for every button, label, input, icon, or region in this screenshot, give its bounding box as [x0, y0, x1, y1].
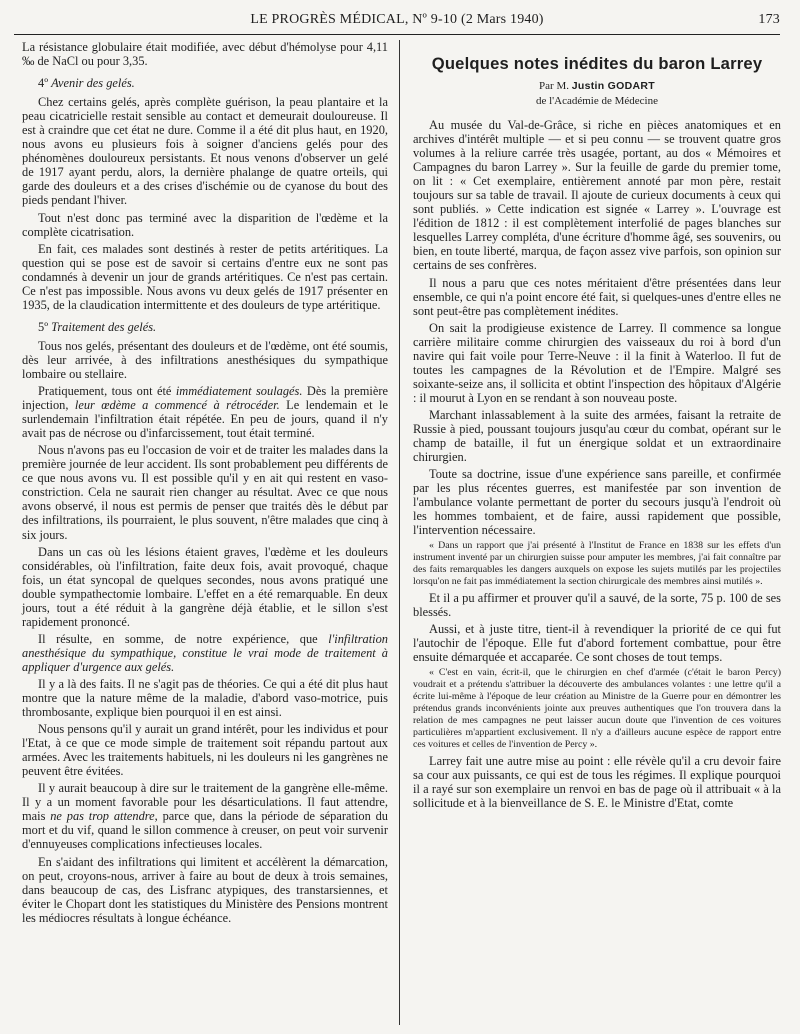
author-name: Justin GODART: [571, 80, 655, 92]
journal-title: LE PROGRÈS MÉDICAL, Nº 9-10 (2 Mars 1940): [250, 12, 544, 27]
left-column: [22, 40, 388, 928]
paragraph: Tous nos gelés, présentant des douleurs et de l'œdème, ont été soumis, dès leur arrivée, à des infiltrations anesthésiques du sympathique lombaire ou stellaire.: [22, 338, 388, 381]
paragraph: En s'aidant des infiltrations qui limitent et accélèrent la démarcation, on peut, croyons-nous, arriver à faire au bout de deux à trois semaines, dans beaucoup de cas, des Lisfranc atypiques, des transtarsiennes, et éviter le Chopart dont les statistiques du Ministère des Pensions montrent les médiocres résultats à longue échéance.: [22, 854, 388, 925]
emphasis: ne pas trop attendre: [50, 809, 155, 824]
paragraph: La résistance globulaire était modifiée, avec début d'hémolyse pour 4,11 ‰ de NaCl ou pour 3,35.: [22, 40, 388, 69]
paragraph: Marchant inlassablement à la suite des armées, faisant la retraite de Russie à pied, poussant toujours jusqu'au cœur du combat, opérant sur le champ de bataille, il fut un énergique soldat et un extraordinaire chirurgien.: [413, 407, 781, 465]
emphasis: leur œdème a commencé à rétrocéder.: [74, 398, 280, 413]
paragraph: En fait, ces malades sont destinés à rester de petits artéritiques. La question qui se pose est de savoir si certains d'entre eux ne sont pas condamnés à devenir un jour de grands artéritiques. Ce n'est pas certain. Ce n'est pas impossible. Nous avons vu deux gelés de 1917 présenter en 1935, de la claudication intermittente et des douleurs de type artéritique.: [22, 241, 388, 312]
page-number: 173: [758, 12, 780, 27]
paragraph: On sait la prodigieuse existence de Larrey. Il commence sa longue carrière militaire comme chirurgien des vaisseaux du roi à bord d'un navire qui fait voile pour Terre-Neuve : il la finit à Waterloo. Il fut de toutes les campagnes de la Révolution et de l'Empire. Malgré ses soixante-seize ans, il sollicita et obtint l'inspection des hôpitaux d'Algérie : il mourut à Lyon en se rendant à son nouveau poste.: [413, 320, 781, 405]
text-run: , parce que, dans la période de séparation du mort et du vif, quand le sillon commence à creuser, on peut voir survenir d'ennuyeuses complications infectieuses locales.: [22, 809, 388, 852]
quoted-note: « C'est en vain, écrit-il, que le chirurgien en chef d'armée (c'était le baron Percy) voudrait et a prétendu s'attribuer la découverte des ambulances volantes : une lettre qu'il a écrite lui-même à l'époque de leur création au Ministre de la Guerre pour en démontrer les prétendus grands inconvénients jointe aux preuves authentiques que l'on trouvera dans la relation de mes campagnes ne peut laisser aucun doute que l'invention de ces voitures particulières m'appartient exclusivement. Il n'y a d'ailleurs aucune espèce de rapport entre ces voitures et celles de l'invention de Percy ».: [413, 667, 781, 750]
section-title: Avenir des gelés.: [51, 76, 135, 91]
page-header: [14, 12, 780, 34]
paragraph: Au musée du Val-de-Grâce, si riche en pièces anatomiques et en archives d'intérêt multiple — et si peu connu — se trouvent quatre gros volumes à la reliure carrée très usagée, portant, au dos « Mémoires et Campagnes du baron Larrey ». Sur la feuille de garde du premier tome, on lit : « Cet exemplaire, entièrement annoté par mon père, restait toujours sur sa table de travail. Il ajoute de curieux documents à ceux qui sont publiés. » Cette indication est signée « Larrey ». L'ouvrage est l'édition de 1812 : il est complètement interfolié de pages blanches sur lesquelles Larrey compléta, d'une écriture d'homme âgé, ses souvenirs, ou bien, en toute liberté, marqua, de façon assez vive parfois, son opinion sur certains de ses confrères.: [413, 118, 781, 273]
column-divider: [399, 40, 400, 1025]
article-title: Quelques notes inédites du baron Larrey: [431, 54, 763, 73]
paragraph: [22, 384, 388, 440]
section-heading: [22, 76, 388, 90]
header-rule: [14, 34, 780, 35]
emphasis: l'infiltration anesthésique du sympathique, constitue le vrai mode de traitement à appliquer d'urgence aux gelés.: [22, 631, 388, 674]
paragraph: Dans un cas où les lésions étaient graves, l'œdème et les douleurs considérables, où l'infiltration, faite deux fois, avait provoqué, chaque fois, un état syncopal de quelques secondes, nous avons pratiqué une double sympathectomie lombaire. L'effet en a été remarquable. En deux jours, tout a été réduit à la gangrène déjà établie, et le sillon s'est rapidement prononcé.: [22, 544, 388, 629]
right-column: [413, 40, 781, 813]
text-run: Dès la première injection,: [22, 384, 388, 413]
paragraph: Tout n'est donc pas terminé avec la disparition de l'œdème et la complète cicatrisation.: [22, 210, 388, 239]
byline: [413, 80, 781, 93]
paragraph: Toute sa doctrine, issue d'une expérience sans pareille, et confirmée par les plus récentes guerres, est manifestée par son invention de l'ambulance volante permettant de porter du secours jusqu'à l'endroit où les hommes tombaient, et de faire, aussi rapidement que possible, l'intervention nécessaire.: [413, 467, 781, 538]
emphasis: immédiatement soulagés.: [175, 384, 303, 399]
quoted-note: « Dans un rapport que j'ai présenté à l'Institut de France en 1838 sur les effets d'un instrument inventé par un chirurgien suisse pour amputer les membres, j'ai fait connaître par des faits remarquables les dangers auxquels on expose les sujets mutilés par les projectiles lorsqu'on ne fait pas immédiatement la section chirurgicale des membres ainsi mutilés ».: [413, 540, 781, 588]
paragraph: [22, 781, 388, 851]
paragraph: Larrey fait une autre mise au point : elle révèle qu'il a cru devoir faire sa cour aux puissants, ce qui est de tous les régimes. Il explique pourquoi il a rayé sur son exemplaire un renvoi en bas de page où il attribuait « à la sollicitude et à la bienveillance de S. E. le Ministre d'Etat, comte: [413, 753, 781, 810]
paragraph: Il y a là des faits. Il ne s'agit pas de théories. Ce qui a été dit plus haut montre que la nature même de la maladie, d'abord vaso-motrice, puis thrombosante, explique bien pourquoi il en est ainsi.: [22, 676, 388, 720]
section-heading: [22, 320, 388, 334]
paragraph: Chez certains gelés, après complète guérison, la peau plantaire et la peau cicatricielle restait sensible au contact et demeurait douloureuse. Il est à craindre que cet état ne dure. Comme il a été dit plus haut, en 1920, nous avons eu plusieurs fois à soigner d'anciens gelés pour des phénomènes douloureux persistants. Et nous venons d'observer un gelé de 1917 ayant perdu, alors, la dernière phalange de quatre orteils, qui garde des douleurs et a des crises d'ischémie ou de cyanose du bout des pieds pendant l'hiver.: [22, 95, 388, 208]
author-affiliation: de l'Académie de Médecine: [535, 95, 658, 107]
text-run: Pratiquement, tous ont été: [38, 384, 176, 399]
paragraph: Nous pensons qu'il y aurait un grand intérêt, pour les individus et pour l'Etat, à ce que ce mode simple de traitement soit répandu partout aux armées. Avec les traitements habituels, ni les douleurs ni les gangrènes ne peuvent être évitées.: [22, 722, 388, 779]
text-run: Le lendemain et le surlendemain l'infiltration était répétée. En peu de jours, quand il n'y avait pas de nécrose ou d'infarcissement, tout était terminé.: [22, 398, 388, 441]
text-run: Il y aurait beaucoup à dire sur le traitement de la gangrène elle-même. Il y a un moment favorable pour les désarticulations. Il faut attendre, mais: [22, 781, 388, 824]
paragraph: Nous n'avons pas eu l'occasion de voir et de traiter les malades dans la première journée de leur accident. Ils sont probablement peu différents de ce que nous avons vu. Il est possible qu'il y en ait qui restent en vaso-constriction. Cela ne saurait rien changer au résultat. Avec ce que nous avons observé, il nous est permis de penser que traités dès le début par des infiltrations, ils pourraient, le plus souvent, n'être malades que cinq à six jours.: [22, 443, 388, 542]
section-number: 5º: [38, 319, 49, 334]
section-number: 4º: [38, 76, 49, 91]
section-title: Traitement des gelés.: [51, 319, 157, 334]
paragraph: [22, 632, 388, 674]
paragraph: Et il a pu affirmer et prouver qu'il a sauvé, de la sorte, 75 p. 100 de ses blessés.: [413, 590, 781, 620]
text-run: Il résulte, en somme, de notre expérience, que: [38, 631, 329, 646]
paragraph: Il nous a paru que ces notes méritaient d'être présentées dans leur ensemble, ce qui n'a point encore été fait, si quelques-unes d'entre elles ne sont peut-être pas complètement inédites.: [413, 275, 781, 318]
paragraph: Aussi, et à juste titre, tient-il à revendiquer la priorité de ce qui fut l'autochir de l'époque. Elle fut d'abord fortement combattue, pour être ensuite démarquée et accaparée. Ce sont choses de tout temps.: [413, 622, 781, 665]
byline-prefix: Par M.: [539, 80, 569, 92]
